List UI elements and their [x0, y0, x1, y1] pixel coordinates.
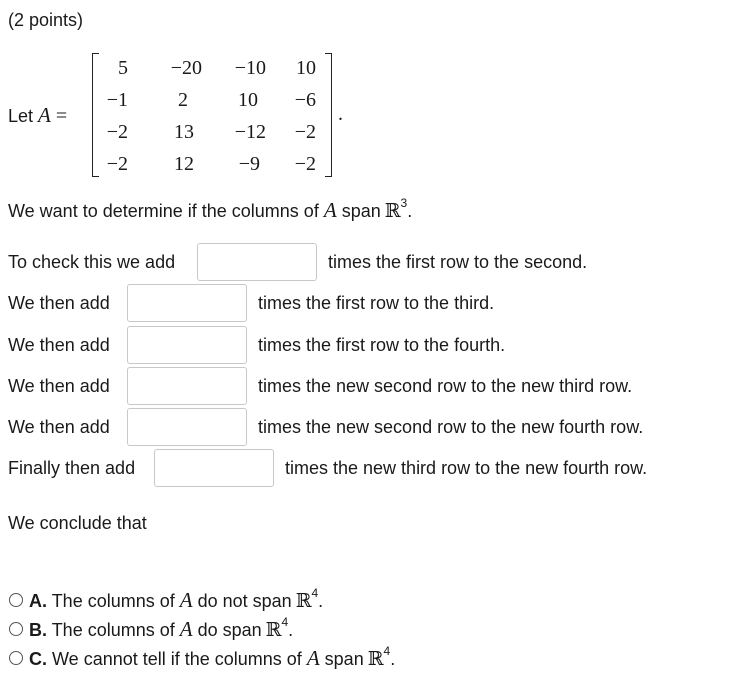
let-prefix: Let: [8, 106, 34, 126]
matrix-cell: 13: [174, 121, 194, 143]
matrix-A: [92, 49, 332, 180]
real-space-symbol: ℝ: [265, 619, 282, 641]
step-5-input[interactable]: [127, 408, 247, 446]
option-letter: C.: [29, 649, 47, 669]
option-a-radio[interactable]: [9, 593, 23, 607]
step-5-prefix: We then add: [8, 417, 110, 437]
step-4-prefix: We then add: [8, 376, 110, 396]
matrix-cell: 10: [238, 89, 258, 111]
step-3-suffix: times the first row to the fourth.: [258, 335, 506, 355]
step-4-input[interactable]: [127, 367, 247, 405]
option-c-label[interactable]: [29, 646, 395, 671]
option-text: do not span: [197, 591, 292, 611]
option-symbol: A: [306, 646, 320, 670]
matrix-cell: −6: [294, 89, 316, 111]
option-period: .: [288, 620, 294, 640]
step-1-suffix: times the first row to the second.: [328, 252, 588, 272]
option-symbol: A: [179, 617, 193, 641]
conclude-label: We conclude that: [8, 513, 147, 533]
option-text: We cannot tell if the columns of: [52, 649, 302, 669]
matrix-cell: 12: [174, 153, 194, 175]
matrix-cell: −9: [238, 153, 260, 175]
step-1-input[interactable]: [197, 243, 317, 281]
matrix-cell: 10: [296, 57, 316, 79]
option-letter: A.: [29, 591, 47, 611]
matrix-cell: −12: [234, 121, 266, 143]
step-4-suffix: times the new second row to the new third row.: [258, 376, 633, 396]
step-5-suffix: times the new second row to the new fourth row.: [258, 417, 644, 437]
matrix-cell: −2: [106, 121, 128, 143]
option-b-radio[interactable]: [9, 622, 23, 636]
matrix-cell: 5: [118, 57, 128, 79]
option-symbol: A: [179, 588, 193, 612]
step-6-input[interactable]: [154, 449, 274, 487]
step-2-input[interactable]: [127, 284, 247, 322]
step-6-prefix: Finally then add: [8, 458, 136, 478]
option-text: The columns of: [51, 620, 175, 640]
intro-sentence: [8, 198, 412, 223]
matrix-cell: −1: [106, 89, 128, 111]
option-letter: B.: [29, 620, 47, 640]
option-text: do span: [197, 620, 262, 640]
matrix-cell: −10: [234, 57, 266, 79]
space-exponent: 4: [383, 644, 391, 658]
option-b-label[interactable]: [29, 617, 293, 642]
real-space-symbol: ℝ: [384, 200, 401, 222]
matrix-cell: −2: [294, 153, 316, 175]
intro-text: We want to determine if the columns of: [8, 201, 319, 221]
matrix-period: .: [338, 103, 343, 125]
points-label: (2 points): [8, 10, 84, 30]
option-text: span: [324, 649, 364, 669]
step-6-suffix: times the new third row to the new fourth row.: [285, 458, 648, 478]
real-space-symbol: ℝ: [367, 648, 384, 670]
right-bracket: [325, 53, 332, 177]
intro-period: .: [407, 201, 413, 221]
real-space-symbol: ℝ: [295, 590, 312, 612]
matrix-cell: −2: [106, 153, 128, 175]
space-exponent: 3: [400, 196, 408, 210]
step-3-input[interactable]: [127, 326, 247, 364]
option-period: .: [390, 649, 396, 669]
option-text: The columns of: [51, 591, 175, 611]
step-3-prefix: We then add: [8, 335, 110, 355]
intro-symbol: A: [323, 198, 337, 222]
matrix-cell: 2: [178, 89, 188, 111]
step-2-prefix: We then add: [8, 293, 110, 313]
matrix-cell: −20: [170, 57, 202, 79]
let-label: [8, 103, 67, 128]
matrix-cell: −2: [294, 121, 316, 143]
step-1-prefix: To check this we add: [8, 252, 176, 272]
intro-span-word: span: [341, 201, 381, 221]
option-period: .: [318, 591, 324, 611]
space-exponent: 4: [311, 586, 319, 600]
matrix-symbol: A: [38, 103, 51, 127]
step-2-suffix: times the first row to the third.: [258, 293, 495, 313]
option-a-label[interactable]: [29, 588, 323, 613]
equals-sign: =: [55, 105, 68, 127]
space-exponent: 4: [281, 615, 289, 629]
option-c-radio[interactable]: [9, 651, 23, 665]
